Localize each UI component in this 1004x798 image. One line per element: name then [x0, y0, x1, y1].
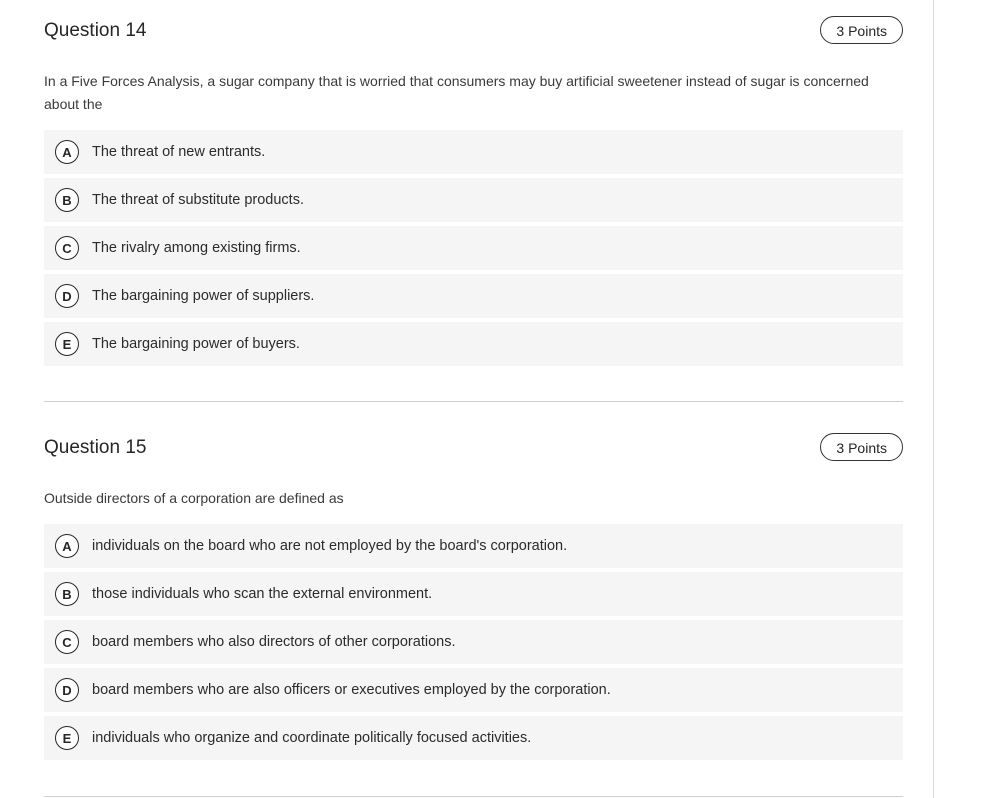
choice-letter-badge: C [55, 236, 79, 260]
choice-e[interactable] [44, 716, 903, 760]
points-badge: 3 Points [820, 433, 903, 461]
question-divider [44, 796, 903, 797]
choice-text: The threat of new entrants. [92, 144, 266, 160]
question-prompt: In a Five Forces Analysis, a sugar company that is worried that consumers may buy artificial sweetener instead of sugar is concerned about the [44, 73, 869, 112]
choice-c[interactable] [44, 620, 903, 664]
choice-letter-badge: A [55, 140, 79, 164]
choice-b[interactable] [44, 572, 903, 616]
choice-text: board members who are also officers or executives employed by the corporation. [92, 682, 611, 698]
choice-b[interactable] [44, 178, 903, 222]
content-edge-rule [933, 0, 934, 798]
choice-text: board members who also directors of other corporations. [92, 634, 456, 650]
question-title: Question 15 [44, 437, 147, 458]
choice-letter-badge: A [55, 534, 79, 558]
answer-choices [44, 524, 903, 760]
choice-letter-badge: D [55, 284, 79, 308]
choice-letter-badge: E [55, 332, 79, 356]
choice-letter-badge: D [55, 678, 79, 702]
question-card-15 [44, 433, 903, 764]
question-header [44, 433, 903, 467]
choice-text: individuals who organize and coordinate politically focused activities. [92, 730, 532, 746]
choice-text: The threat of substitute products. [92, 192, 304, 208]
question-card-14 [44, 16, 903, 370]
choice-c[interactable] [44, 226, 903, 270]
choice-a[interactable] [44, 524, 903, 568]
question-prompt: Outside directors of a corporation are defined as [44, 490, 344, 506]
choice-letter-badge: C [55, 630, 79, 654]
choice-letter-badge: B [55, 188, 79, 212]
choice-letter-badge: E [55, 726, 79, 750]
choice-text: The bargaining power of buyers. [92, 336, 300, 352]
points-badge: 3 Points [820, 16, 903, 44]
choice-text: The rivalry among existing firms. [92, 240, 301, 256]
choice-text: The bargaining power of suppliers. [92, 288, 315, 304]
choice-text: individuals on the board who are not employed by the board's corporation. [92, 538, 568, 554]
choice-a[interactable] [44, 130, 903, 174]
choice-d[interactable] [44, 668, 903, 712]
choice-e[interactable] [44, 322, 903, 366]
choice-letter-badge: B [55, 582, 79, 606]
choice-text: those individuals who scan the external environment. [92, 586, 433, 602]
choice-d[interactable] [44, 274, 903, 318]
answer-choices [44, 130, 903, 366]
question-header [44, 16, 903, 50]
question-title: Question 14 [44, 20, 147, 41]
question-divider [44, 401, 903, 402]
